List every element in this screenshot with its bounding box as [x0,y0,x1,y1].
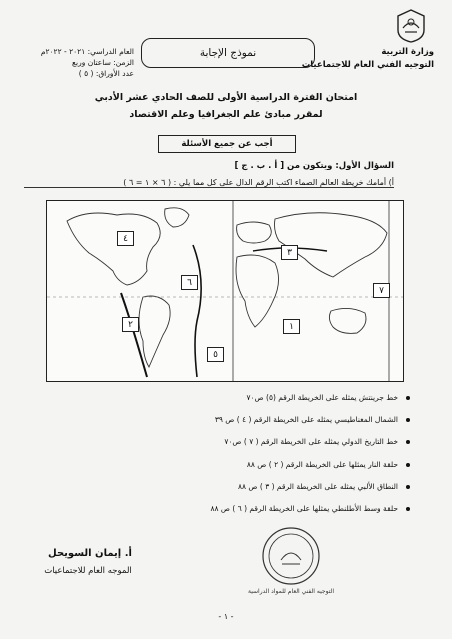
map-label-5: ٥ [207,347,224,362]
school-year: العام الدراسي: ٢٠٢١ - ٢٠٢٢م [40,47,134,56]
list-item: خط التاريخ الدولي يمثله على الخريطة الرقم ( ٧ ) ص٧٠ [80,437,410,446]
exam-title: امتحان الفترة الدراسية الأولى للصف الحادي عشر الأدبي [94,92,358,103]
instruction-box: أجب عن جميع الأسئلة [158,135,296,153]
map-label-4: ٤ [117,231,134,246]
department-name: التوجيه الفني العام للاجتماعيات [301,60,434,70]
map-label-1: ١ [283,319,300,334]
kuwait-emblem-icon [394,8,428,44]
list-item: حلقة وسط الأطلنطي يمثلها على الخريطة الرقم ( ٦ ) ص ٨٨ [80,504,410,513]
map-label-2: ٢ [122,317,139,332]
list-item: حلقة النار يمثلها على الخريطة الرقم ( ٢ ) ص ٨٨ [80,460,410,469]
page-number: - ١ - [218,612,234,621]
answers-list [80,393,410,526]
world-map-outline [47,201,403,381]
map-label-6: ٦ [181,275,198,290]
answer-model-box: نموذج الإجابة [141,38,315,68]
map-label-7: ٧ [373,283,390,298]
list-item: النطاق الألبي يمثله على الخريطة الرقم ( ٣ ) ص ٨٨ [80,482,410,491]
course-title: لمقرر مبادئ علم الجغرافيا وعلم الاقتصاد [129,109,323,120]
signer-name: أ. إيمان السويحل [48,548,132,559]
world-map [46,200,404,382]
signer-title: الموجه العام للاجتماعيات [44,566,132,576]
official-stamp-icon [254,524,328,588]
page-count: عدد الأوراق: ( ٥ ) [78,69,134,78]
list-item: الشمال المغناطيسي يمثله على الخريطة الرقم ( ٤ ) ص ٣٩ [80,415,410,424]
exam-time: الزمن: ساعتان وربع [72,58,134,67]
question-1-heading: السؤال الأول: ويتكون من [ أ . ب . ج ] [234,161,394,171]
question-1a-text: أ) أمامك خريطة العالم الصماء اكتب الرقم الدال على كل مما يلي : ( ٦ × ١ = ٦ ) [24,178,394,188]
ministry-name: وزارة التربية [381,47,434,57]
map-label-3: ٣ [281,245,298,260]
list-item: خط جرينتش يمثله على الخريطة الرقم (٥) ص٧٠ [80,393,410,402]
exam-meta [14,46,134,79]
stamp-caption: التوجيه الفني العام للمواد الدراسية [247,588,335,595]
